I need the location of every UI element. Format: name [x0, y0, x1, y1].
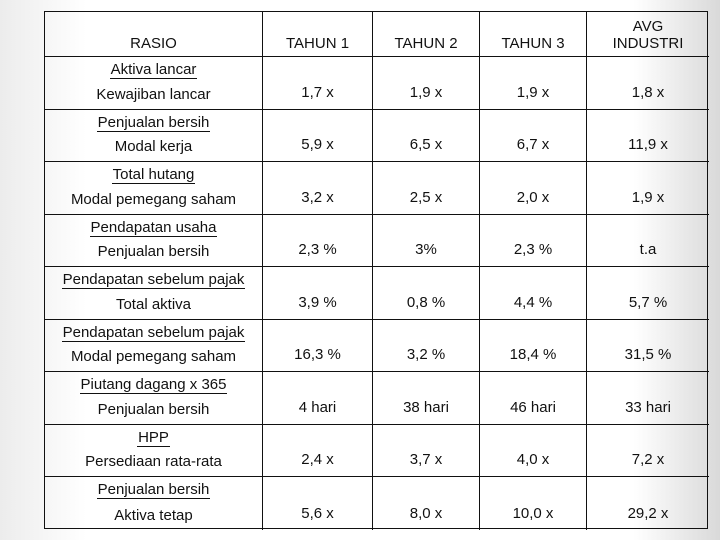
header-avg-industri-label: AVG INDUSTRI: [612, 18, 684, 52]
header-tahun-2: [373, 12, 480, 57]
ratio-numerator: [45, 429, 262, 447]
ratio-formula: [45, 162, 263, 215]
ratio-numerator-text: Aktiva lancar: [110, 61, 197, 78]
ratio-denominator: [45, 138, 262, 155]
tahun-2-value: 3,7 x: [373, 425, 480, 478]
ratio-numerator-text: Total hutang: [112, 166, 195, 183]
ratio-formula: [45, 110, 263, 163]
tahun-2-value: 0,8 %: [373, 267, 480, 320]
ratio-denominator: [45, 507, 262, 524]
ratio-formula: [45, 267, 263, 320]
ratio-formula: [45, 320, 263, 373]
ratio-numerator-text: Pendapatan sebelum pajak: [62, 271, 245, 288]
tahun-1-value: 1,7 x: [263, 57, 373, 110]
avg-industri-value: 29,2 x: [627, 504, 669, 522]
ratio-denominator-text: Persediaan rata-rata: [85, 453, 222, 470]
tahun-2-value: 3,2 %: [373, 320, 480, 373]
avg-industri-value: 7,2 x: [587, 425, 709, 478]
tahun-1-value: 2,4 x: [263, 425, 373, 478]
ratio-denominator: [45, 453, 262, 470]
avg-industri-value: 5,7 %: [587, 267, 709, 320]
ratio-formula: [45, 57, 263, 110]
tahun-3-value: 1,9 x: [480, 57, 587, 110]
tahun-1-value: 4 hari: [263, 372, 373, 425]
ratio-denominator-text: Modal pemegang saham: [70, 190, 237, 208]
ratio-denominator: [45, 86, 262, 103]
tahun-1-value: 16,3 %: [263, 320, 373, 373]
ratio-denominator: [45, 243, 262, 260]
ratio-formula: [45, 477, 263, 530]
tahun-3-value: 18,4 %: [480, 320, 587, 373]
avg-industri-value: 1,9 x: [587, 162, 709, 215]
ratio-denominator: [45, 296, 262, 313]
ratio-numerator: [45, 324, 262, 342]
ratio-denominator-text: Modal kerja: [114, 138, 193, 155]
ratio-denominator-text: Penjualan bersih: [97, 243, 210, 260]
avg-industri-value: t.a: [587, 215, 709, 268]
tahun-3-value: 4,4 %: [480, 267, 587, 320]
ratio-denominator-text: Aktiva tetap: [114, 506, 193, 524]
ratio-denominator: [45, 191, 262, 208]
tahun-1-value: 2,3 %: [263, 215, 373, 268]
ratio-numerator: [45, 481, 262, 499]
ratio-denominator-text: Penjualan bersih: [97, 400, 210, 418]
tahun-3-value: 2,0 x: [480, 162, 587, 215]
header-tahun-1: [263, 12, 373, 57]
tahun-2-value: 2,5 x: [373, 162, 480, 215]
ratio-numerator: [45, 376, 262, 394]
tahun-3-value: 4,0 x: [480, 425, 587, 478]
header-rasio-label: RASIO: [130, 35, 177, 52]
ratio-denominator: [45, 401, 262, 418]
tahun-1-value: 3,2 x: [263, 162, 373, 215]
ratio-numerator-text: HPP: [138, 428, 169, 446]
tahun-2-value: 6,5 x: [373, 110, 480, 163]
header-rasio: [45, 12, 263, 57]
tahun-3-value: 46 hari: [480, 372, 587, 425]
tahun-2-value: 38 hari: [373, 372, 480, 425]
tahun-2-value: 8,0 x: [373, 477, 480, 530]
header-avg-industri: [587, 12, 709, 57]
ratio-numerator: [45, 166, 262, 184]
ratio-numerator: [45, 219, 262, 237]
ratio-numerator-text: Piutang dagang x 365: [80, 376, 227, 393]
ratio-numerator-text: Pendapatan usaha: [90, 218, 217, 236]
avg-industri-value: 33 hari: [587, 372, 709, 425]
ratio-numerator: [45, 61, 262, 79]
tahun-3-value: 10,0 x: [480, 477, 587, 530]
ratio-numerator-text: Pendapatan sebelum pajak: [62, 323, 245, 341]
ratio-formula: [45, 372, 263, 425]
tahun-3-value: 2,3 %: [480, 215, 587, 268]
avg-industri-value: 11,9 x: [587, 110, 709, 163]
ratio-table: [44, 11, 708, 529]
ratio-numerator-text: Penjualan bersih: [97, 481, 210, 498]
ratio-formula: [45, 215, 263, 268]
ratio-formula: [45, 425, 263, 478]
avg-industri-value: 1,8 x: [587, 57, 709, 110]
ratio-denominator: [45, 348, 262, 365]
tahun-2-value: 1,9 x: [373, 57, 480, 110]
ratio-numerator: [45, 114, 262, 132]
ratio-denominator-text: Kewajiban lancar: [96, 85, 211, 103]
tahun-1-value: 3,9 %: [263, 267, 373, 320]
tahun-1-value: 5,9 x: [263, 110, 373, 163]
ratio-numerator: [45, 271, 262, 289]
ratio-denominator-text: Modal pemegang saham: [70, 348, 237, 365]
tahun-2-value: 3%: [373, 215, 480, 268]
header-tahun-2-label: TAHUN 2: [394, 35, 458, 52]
ratio-denominator-text: Total aktiva: [115, 295, 192, 313]
header-tahun-3: [480, 12, 587, 57]
ratio-numerator-text: Penjualan bersih: [97, 113, 210, 131]
header-tahun-1-label: TAHUN 1: [285, 35, 350, 52]
avg-industri-value: 31,5 %: [587, 320, 709, 373]
header-tahun-3-label: TAHUN 3: [501, 35, 565, 52]
tahun-3-value: 6,7 x: [480, 110, 587, 163]
tahun-1-value: 5,6 x: [263, 477, 373, 530]
